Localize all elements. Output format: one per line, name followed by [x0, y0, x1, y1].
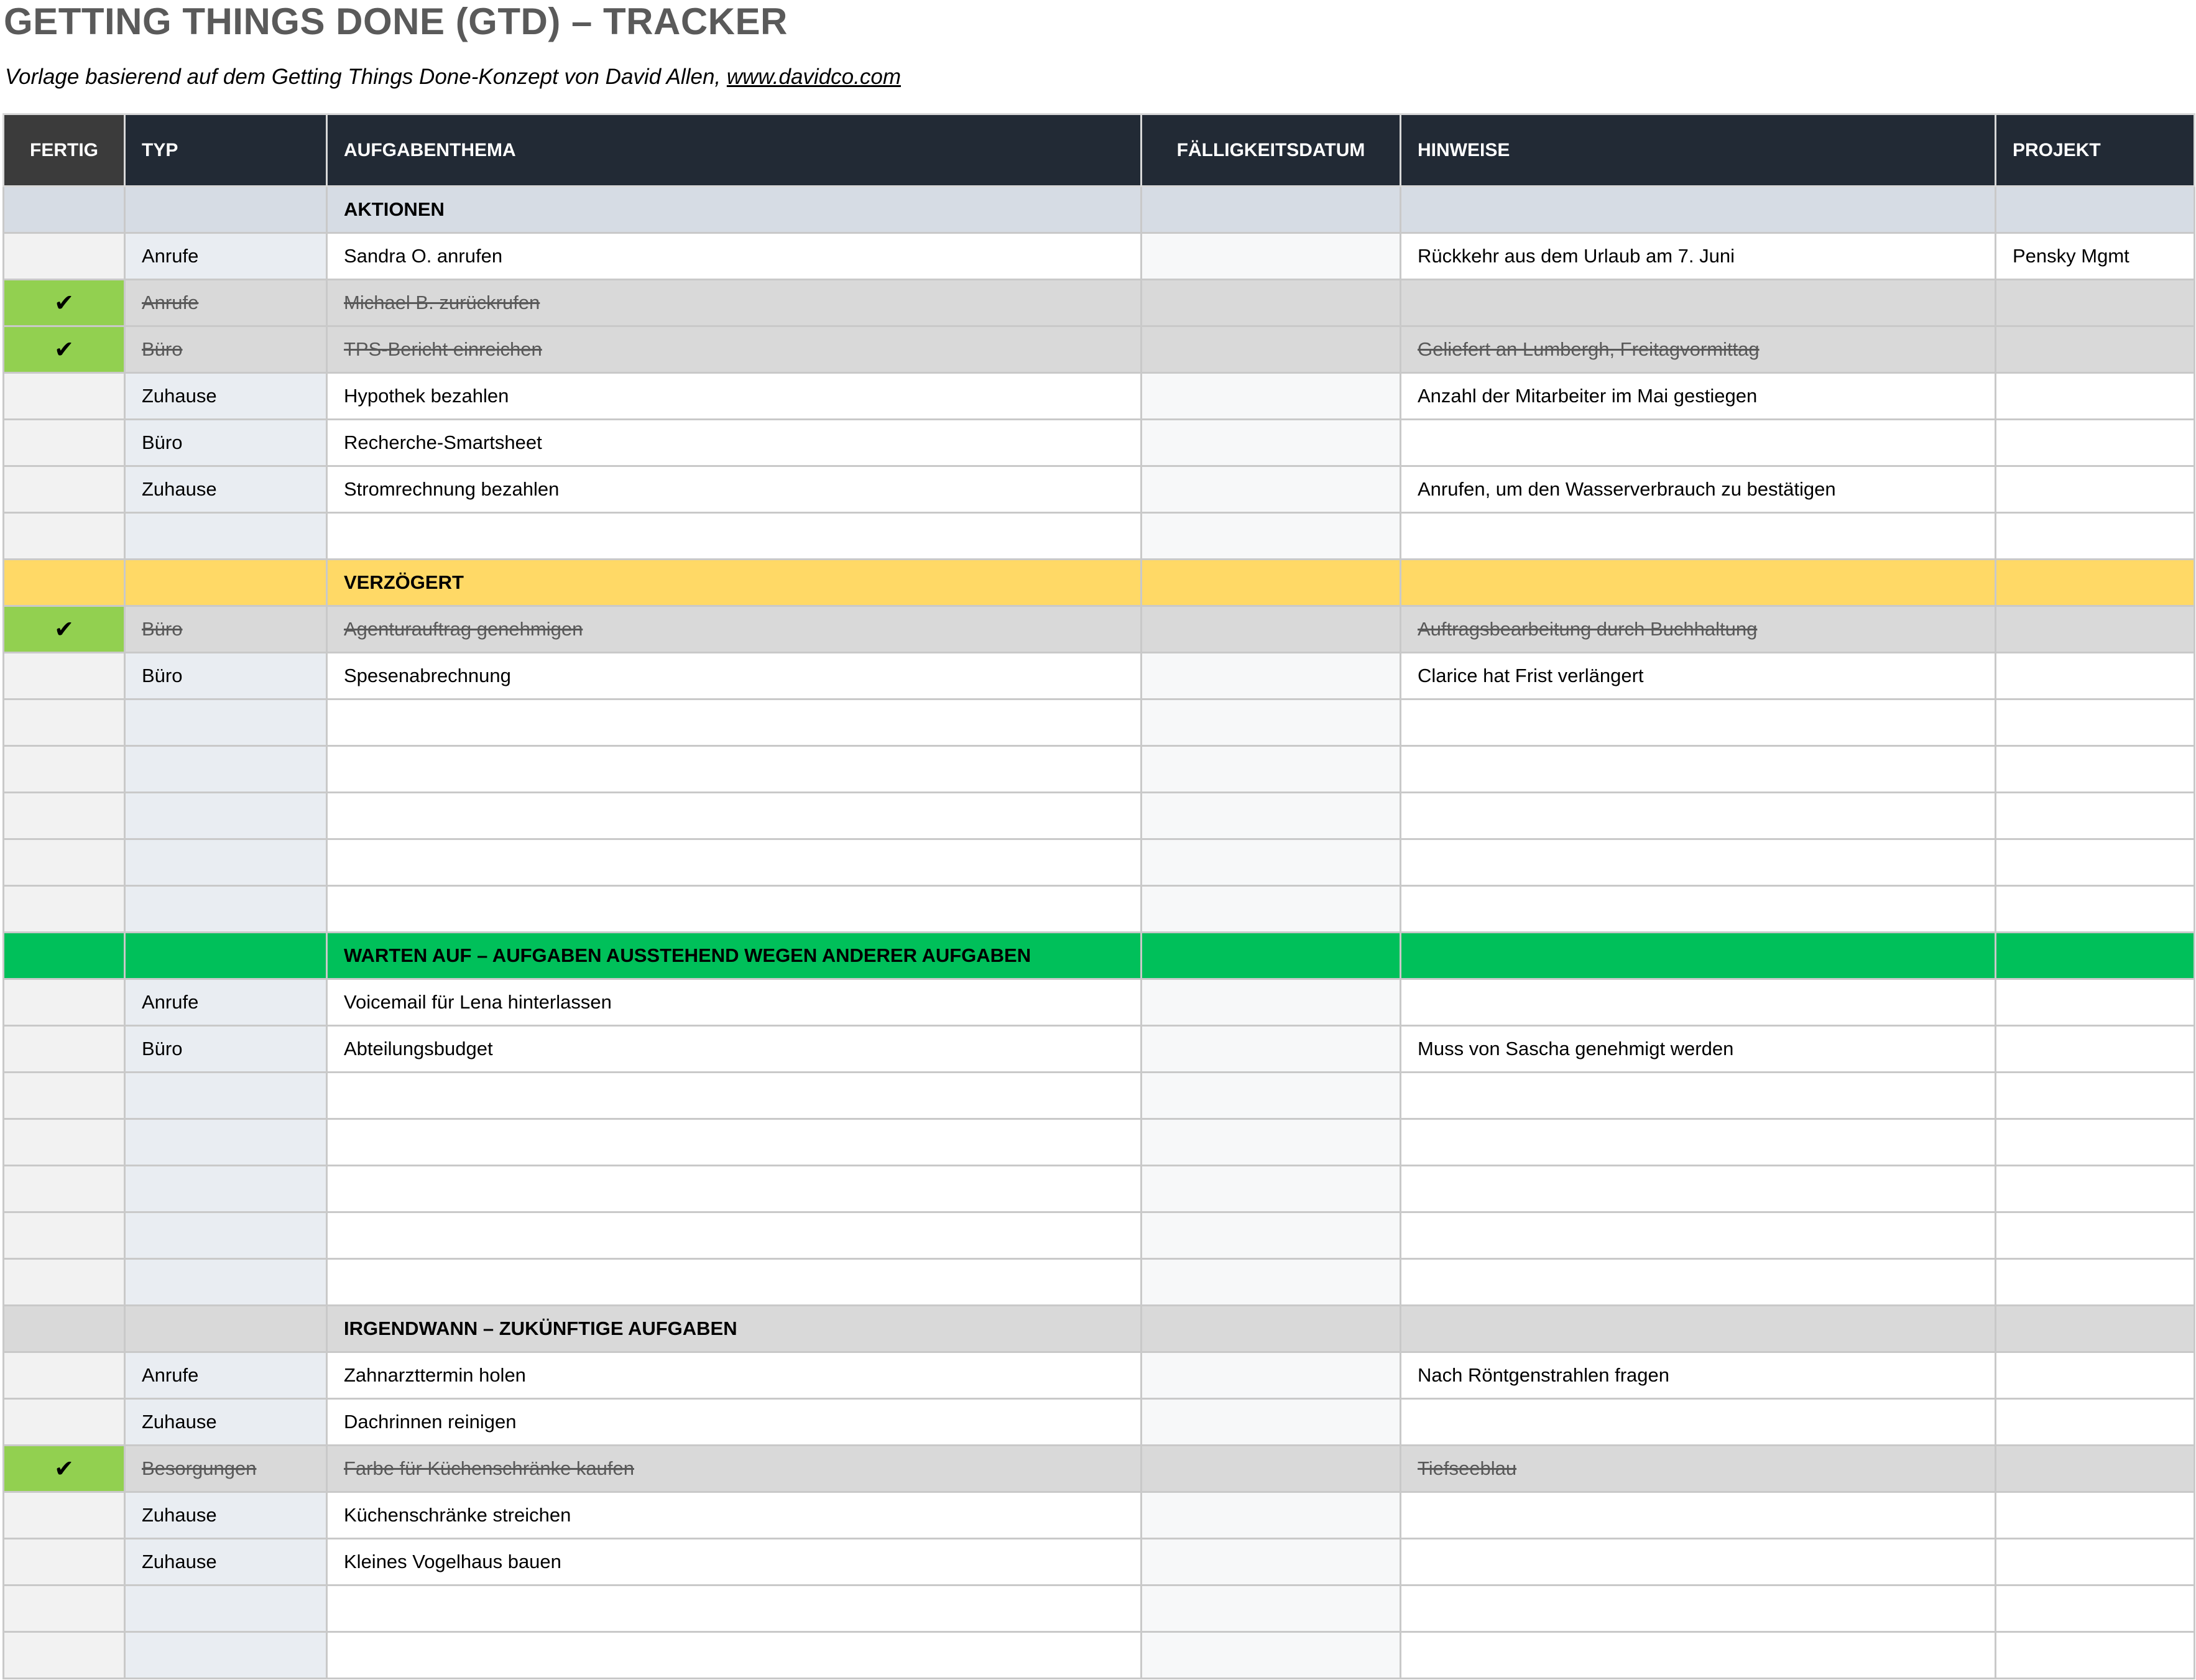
type-cell[interactable]: Büro: [125, 653, 327, 699]
due-date-cell[interactable]: [1142, 1446, 1401, 1492]
type-cell[interactable]: Anrufe: [125, 280, 327, 326]
due-date-cell[interactable]: [1142, 1539, 1401, 1585]
col-header-topic[interactable]: AUFGABENTHEMA: [327, 114, 1142, 187]
notes-cell[interactable]: [1401, 1399, 1996, 1446]
topic-cell[interactable]: [327, 793, 1142, 839]
due-date-cell[interactable]: [1142, 1632, 1401, 1679]
due-date-cell[interactable]: [1142, 1259, 1401, 1306]
section-row: [4, 1306, 2195, 1352]
type-cell[interactable]: [125, 1119, 327, 1166]
table-row: [4, 420, 2195, 466]
due-date-cell[interactable]: [1142, 1352, 1401, 1399]
done-cell[interactable]: [4, 187, 125, 233]
notes-cell[interactable]: [1401, 699, 1996, 746]
type-cell[interactable]: [125, 699, 327, 746]
due-date-cell[interactable]: [1142, 326, 1401, 373]
type-cell[interactable]: Büro: [125, 326, 327, 373]
notes-cell[interactable]: [1401, 420, 1996, 466]
due-date-cell[interactable]: [1142, 513, 1401, 560]
type-cell[interactable]: Zuhause: [125, 466, 327, 513]
type-cell[interactable]: [125, 513, 327, 560]
project-cell[interactable]: [1996, 280, 2195, 326]
topic-cell[interactable]: [327, 839, 1142, 886]
due-date-cell[interactable]: [1142, 1585, 1401, 1632]
project-cell[interactable]: [1996, 1026, 2195, 1073]
project-cell[interactable]: [1996, 1306, 2195, 1352]
type-cell[interactable]: Anrufe: [125, 979, 327, 1026]
type-cell[interactable]: Anrufe: [125, 233, 327, 280]
table-row: [4, 1073, 2195, 1119]
due-date-cell[interactable]: [1142, 1399, 1401, 1446]
project-cell[interactable]: [1996, 560, 2195, 606]
notes-cell[interactable]: Rückkehr aus dem Urlaub am 7. Juni: [1401, 233, 1996, 280]
notes-cell[interactable]: [1401, 1259, 1996, 1306]
done-cell[interactable]: [4, 1492, 125, 1539]
done-cell[interactable]: [4, 420, 125, 466]
due-date-cell[interactable]: [1142, 933, 1401, 979]
type-cell[interactable]: Zuhause: [125, 1492, 327, 1539]
notes-cell[interactable]: [1401, 1492, 1996, 1539]
notes-cell[interactable]: [1401, 839, 1996, 886]
topic-cell[interactable]: Agenturauftrag genehmigen: [327, 606, 1142, 653]
topic-cell[interactable]: Abteilungsbudget: [327, 1026, 1142, 1073]
project-cell[interactable]: [1996, 886, 2195, 933]
done-checkmark-icon[interactable]: ✔: [4, 606, 125, 653]
table-row: [4, 699, 2195, 746]
topic-cell[interactable]: Hypothek bezahlen: [327, 373, 1142, 420]
done-cell[interactable]: [4, 233, 125, 280]
topic-cell[interactable]: Zahnarzttermin holen: [327, 1352, 1142, 1399]
due-date-cell[interactable]: [1142, 1306, 1401, 1352]
section-row: [4, 560, 2195, 606]
topic-cell[interactable]: Farbe für Küchenschränke kaufen: [327, 1446, 1142, 1492]
project-cell[interactable]: [1996, 1399, 2195, 1446]
type-cell[interactable]: [125, 746, 327, 793]
table-row: [4, 1259, 2195, 1306]
col-header-due-date[interactable]: FÄLLIGKEITSDATUM: [1142, 114, 1401, 187]
project-cell[interactable]: [1996, 466, 2195, 513]
project-cell[interactable]: [1996, 373, 2195, 420]
table-row: [4, 1166, 2195, 1212]
topic-cell[interactable]: [327, 1119, 1142, 1166]
page-subtitle: [5, 65, 901, 90]
notes-cell[interactable]: Tiefseeblau: [1401, 1446, 1996, 1492]
type-cell[interactable]: [125, 560, 327, 606]
project-cell[interactable]: [1996, 1632, 2195, 1679]
notes-cell[interactable]: [1401, 1119, 1996, 1166]
notes-cell[interactable]: [1401, 1166, 1996, 1212]
type-cell[interactable]: Zuhause: [125, 373, 327, 420]
done-cell[interactable]: [4, 1352, 125, 1399]
done-cell[interactable]: [4, 1073, 125, 1119]
notes-cell[interactable]: [1401, 1539, 1996, 1585]
table-row: [4, 979, 2195, 1026]
section-row: [4, 933, 2195, 979]
topic-cell[interactable]: Spesenabrechnung: [327, 653, 1142, 699]
table-row: [4, 1539, 2195, 1585]
table-row: [4, 793, 2195, 839]
section-row: [4, 187, 2195, 233]
section-label: WARTEN AUF – AUFGABEN AUSSTEHEND WEGEN ANDERER AUFGABEN: [327, 933, 1142, 979]
project-cell[interactable]: [1996, 979, 2195, 1026]
topic-cell[interactable]: Sandra O. anrufen: [327, 233, 1142, 280]
table-row: [4, 1212, 2195, 1259]
done-cell[interactable]: [4, 1026, 125, 1073]
type-cell[interactable]: Büro: [125, 420, 327, 466]
topic-cell[interactable]: [327, 699, 1142, 746]
table-row: [4, 233, 2195, 280]
topic-cell[interactable]: [327, 1259, 1142, 1306]
notes-cell[interactable]: [1401, 979, 1996, 1026]
type-cell[interactable]: [125, 793, 327, 839]
project-cell[interactable]: [1996, 653, 2195, 699]
project-cell[interactable]: [1996, 420, 2195, 466]
due-date-cell[interactable]: [1142, 793, 1401, 839]
table-row: [4, 606, 2195, 653]
topic-cell[interactable]: [327, 1166, 1142, 1212]
due-date-cell[interactable]: [1142, 839, 1401, 886]
due-date-cell[interactable]: [1142, 420, 1401, 466]
notes-cell[interactable]: Anrufen, um den Wasserverbrauch zu bestätigen: [1401, 466, 1996, 513]
notes-cell[interactable]: [1401, 513, 1996, 560]
due-date-cell[interactable]: [1142, 280, 1401, 326]
table-row: [4, 1585, 2195, 1632]
type-cell[interactable]: [125, 933, 327, 979]
due-date-cell[interactable]: [1142, 653, 1401, 699]
davidco-link[interactable]: www.davidco.com: [726, 65, 901, 89]
project-cell[interactable]: [1996, 1212, 2195, 1259]
done-cell[interactable]: [4, 653, 125, 699]
topic-cell[interactable]: [327, 746, 1142, 793]
table-row: [4, 653, 2195, 699]
notes-cell[interactable]: [1401, 280, 1996, 326]
table-row: [4, 746, 2195, 793]
type-cell[interactable]: [125, 1212, 327, 1259]
type-cell[interactable]: Zuhause: [125, 1539, 327, 1585]
done-cell[interactable]: [4, 979, 125, 1026]
notes-cell[interactable]: [1401, 1212, 1996, 1259]
due-date-cell[interactable]: [1142, 1492, 1401, 1539]
table-row: [4, 326, 2195, 373]
topic-cell[interactable]: [327, 513, 1142, 560]
table-row: [4, 1352, 2195, 1399]
project-cell[interactable]: [1996, 326, 2195, 373]
due-date-cell[interactable]: [1142, 1073, 1401, 1119]
done-cell[interactable]: [4, 560, 125, 606]
due-date-cell[interactable]: [1142, 560, 1401, 606]
table-row: [4, 1399, 2195, 1446]
project-cell[interactable]: [1996, 606, 2195, 653]
due-date-cell[interactable]: [1142, 233, 1401, 280]
due-date-cell[interactable]: [1142, 373, 1401, 420]
tracker-sheet: [2, 113, 2194, 1678]
done-cell[interactable]: [4, 373, 125, 420]
done-cell[interactable]: [4, 1259, 125, 1306]
topic-cell[interactable]: [327, 1212, 1142, 1259]
col-header-done[interactable]: FERTIG: [4, 114, 125, 187]
project-cell[interactable]: [1996, 699, 2195, 746]
topic-cell[interactable]: Kleines Vogelhaus bauen: [327, 1539, 1142, 1585]
table-row: [4, 466, 2195, 513]
topic-cell[interactable]: [327, 1585, 1142, 1632]
topic-cell[interactable]: [327, 1632, 1142, 1679]
notes-cell[interactable]: Muss von Sascha genehmigt werden: [1401, 1026, 1996, 1073]
due-date-cell[interactable]: [1142, 466, 1401, 513]
header-row: [4, 114, 2195, 187]
notes-cell[interactable]: [1401, 1585, 1996, 1632]
notes-cell[interactable]: Geliefert an Lumbergh, Freitagvormittag: [1401, 326, 1996, 373]
due-date-cell[interactable]: [1142, 1212, 1401, 1259]
done-cell[interactable]: [4, 1539, 125, 1585]
project-cell[interactable]: [1996, 1492, 2195, 1539]
project-cell[interactable]: [1996, 1352, 2195, 1399]
section-label: IRGENDWANN – ZUKÜNFTIGE AUFGABEN: [327, 1306, 1142, 1352]
done-checkmark-icon[interactable]: ✔: [4, 280, 125, 326]
done-cell[interactable]: [4, 1306, 125, 1352]
type-cell[interactable]: Besorgungen: [125, 1446, 327, 1492]
type-cell[interactable]: [125, 1585, 327, 1632]
table-row: [4, 886, 2195, 933]
table-row: [4, 1492, 2195, 1539]
due-date-cell[interactable]: [1142, 187, 1401, 233]
project-cell[interactable]: [1996, 513, 2195, 560]
done-cell[interactable]: [4, 1212, 125, 1259]
project-cell[interactable]: [1996, 1119, 2195, 1166]
due-date-cell[interactable]: [1142, 979, 1401, 1026]
notes-cell[interactable]: Anzahl der Mitarbeiter im Mai gestiegen: [1401, 373, 1996, 420]
notes-cell[interactable]: [1401, 886, 1996, 933]
project-cell[interactable]: [1996, 839, 2195, 886]
due-date-cell[interactable]: [1142, 699, 1401, 746]
notes-cell[interactable]: [1401, 560, 1996, 606]
table-row: [4, 1632, 2195, 1679]
table-row: [4, 839, 2195, 886]
table-row: [4, 1026, 2195, 1073]
table-row: [4, 373, 2195, 420]
type-cell[interactable]: [125, 1166, 327, 1212]
notes-cell[interactable]: [1401, 1073, 1996, 1119]
topic-cell[interactable]: TPS-Bericht einreichen: [327, 326, 1142, 373]
done-cell[interactable]: [4, 839, 125, 886]
project-cell[interactable]: [1996, 1539, 2195, 1585]
col-header-type[interactable]: TYP: [125, 114, 327, 187]
project-cell[interactable]: Pensky Mgmt: [1996, 233, 2195, 280]
type-cell[interactable]: [125, 1073, 327, 1119]
topic-cell[interactable]: [327, 886, 1142, 933]
col-header-notes[interactable]: HINWEISE: [1401, 114, 1996, 187]
notes-cell[interactable]: [1401, 793, 1996, 839]
project-cell[interactable]: [1996, 793, 2195, 839]
project-cell[interactable]: [1996, 746, 2195, 793]
done-cell[interactable]: [4, 1399, 125, 1446]
topic-cell[interactable]: Küchenschränke streichen: [327, 1492, 1142, 1539]
notes-cell[interactable]: [1401, 187, 1996, 233]
project-cell[interactable]: [1996, 1585, 2195, 1632]
type-cell[interactable]: Zuhause: [125, 1399, 327, 1446]
notes-cell[interactable]: [1401, 746, 1996, 793]
project-cell[interactable]: [1996, 1073, 2195, 1119]
project-cell[interactable]: [1996, 1446, 2195, 1492]
done-cell[interactable]: [4, 886, 125, 933]
done-cell[interactable]: [4, 793, 125, 839]
type-cell[interactable]: Büro: [125, 606, 327, 653]
type-cell[interactable]: Anrufe: [125, 1352, 327, 1399]
page-title: GETTING THINGS DONE (GTD) – TRACKER: [4, 1, 788, 42]
project-cell[interactable]: [1996, 187, 2195, 233]
type-cell[interactable]: [125, 886, 327, 933]
notes-cell[interactable]: Auftragsbearbeitung durch Buchhaltung: [1401, 606, 1996, 653]
type-cell[interactable]: [125, 1306, 327, 1352]
done-cell[interactable]: [4, 1166, 125, 1212]
topic-cell[interactable]: Dachrinnen reinigen: [327, 1399, 1142, 1446]
due-date-cell[interactable]: [1142, 1119, 1401, 1166]
tracker-body: [4, 187, 2195, 1679]
due-date-cell[interactable]: [1142, 746, 1401, 793]
done-checkmark-icon[interactable]: ✔: [4, 326, 125, 373]
topic-cell[interactable]: Stromrechnung bezahlen: [327, 466, 1142, 513]
subtitle-text: Vorlage basierend auf dem Getting Things Done-Konzept von David Allen,: [5, 65, 727, 89]
tracker-table: [2, 113, 2195, 1679]
type-cell[interactable]: [125, 1259, 327, 1306]
project-cell[interactable]: [1996, 1166, 2195, 1212]
notes-cell[interactable]: [1401, 1306, 1996, 1352]
notes-cell[interactable]: [1401, 933, 1996, 979]
table-row: [4, 1446, 2195, 1492]
table-row: [4, 280, 2195, 326]
due-date-cell[interactable]: [1142, 1026, 1401, 1073]
project-cell[interactable]: [1996, 933, 2195, 979]
done-cell[interactable]: [4, 746, 125, 793]
done-cell[interactable]: [4, 1632, 125, 1679]
done-cell[interactable]: [4, 466, 125, 513]
due-date-cell[interactable]: [1142, 886, 1401, 933]
notes-cell[interactable]: Nach Röntgenstrahlen fragen: [1401, 1352, 1996, 1399]
done-cell[interactable]: [4, 1585, 125, 1632]
topic-cell[interactable]: Michael B. zurückrufen: [327, 280, 1142, 326]
table-row: [4, 513, 2195, 560]
type-cell[interactable]: [125, 1632, 327, 1679]
type-cell[interactable]: [125, 839, 327, 886]
section-label: VERZÖGERT: [327, 560, 1142, 606]
section-label: AKTIONEN: [327, 187, 1142, 233]
topic-cell[interactable]: Recherche-Smartsheet: [327, 420, 1142, 466]
table-row: [4, 1119, 2195, 1166]
topic-cell[interactable]: [327, 1073, 1142, 1119]
done-cell[interactable]: [4, 699, 125, 746]
col-header-project[interactable]: PROJEKT: [1996, 114, 2195, 187]
type-cell[interactable]: Büro: [125, 1026, 327, 1073]
done-cell[interactable]: [4, 1119, 125, 1166]
notes-cell[interactable]: [1401, 1632, 1996, 1679]
due-date-cell[interactable]: [1142, 606, 1401, 653]
done-cell[interactable]: [4, 513, 125, 560]
done-cell[interactable]: [4, 933, 125, 979]
project-cell[interactable]: [1996, 1259, 2195, 1306]
type-cell[interactable]: [125, 187, 327, 233]
notes-cell[interactable]: Clarice hat Frist verlängert: [1401, 653, 1996, 699]
due-date-cell[interactable]: [1142, 1166, 1401, 1212]
done-checkmark-icon[interactable]: ✔: [4, 1446, 125, 1492]
topic-cell[interactable]: Voicemail für Lena hinterlassen: [327, 979, 1142, 1026]
